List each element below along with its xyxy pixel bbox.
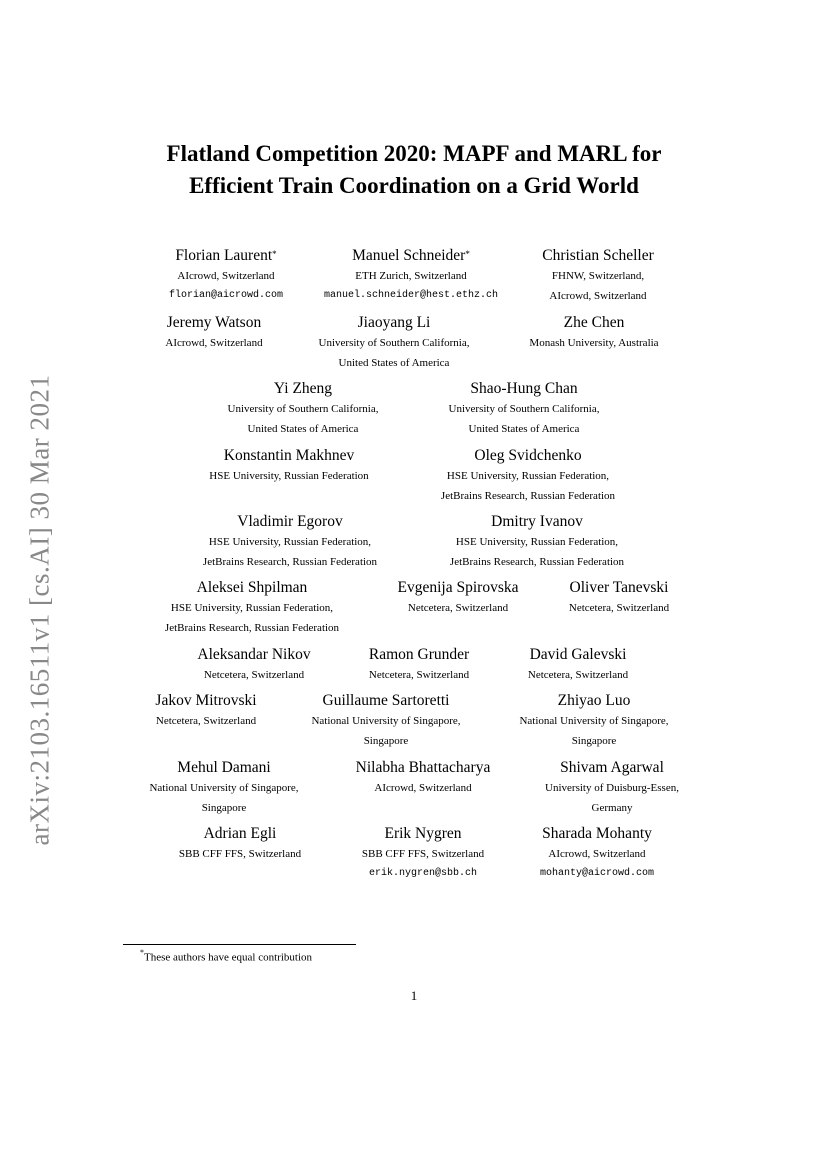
author-name: Adrian Egli <box>203 825 277 842</box>
author-block <box>441 446 615 506</box>
author-affiliation: SBB CFF FFS, Switzerland <box>178 848 302 860</box>
author-email: erik.nygren@sbb.ch <box>368 868 478 879</box>
paper-title <box>100 138 728 202</box>
author-block <box>545 758 679 818</box>
author-name: Dmitry Ivanov <box>491 513 583 530</box>
author-affiliation: HSE University, Russian Federation, <box>170 602 334 614</box>
author-name: Erik Nygren <box>384 825 462 842</box>
author-name: Jakov Mitrovski <box>155 692 257 709</box>
equal-contribution-marker: * <box>465 249 470 259</box>
author-affiliation: Netcetera, Switzerland <box>527 669 629 681</box>
footnote-text: These authors have equal contribution <box>144 951 313 964</box>
author-name: Manuel Schneider <box>352 247 466 264</box>
author-affiliation: FHNW, Switzerland, <box>551 270 645 282</box>
author-block <box>228 379 379 439</box>
author-affiliation: National University of Singapore, <box>149 782 299 794</box>
author-affiliation: United States of America <box>247 423 359 435</box>
author-block <box>197 645 310 685</box>
author-block <box>209 446 368 486</box>
author-affiliation: AIcrowd, Switzerland <box>374 782 472 794</box>
author-name: Konstantin Makhnev <box>223 447 355 464</box>
author-affiliation: University of Southern California, <box>448 403 600 415</box>
author-affiliation: Singapore <box>201 802 247 814</box>
page-number: 1 <box>410 988 418 1003</box>
author-affiliation: HSE University, Russian Federation, <box>446 470 610 482</box>
author-name: Aleksei Shpilman <box>196 579 308 596</box>
author-name: Oleg Svidchenko <box>474 447 582 464</box>
author-name: Oliver Tanevski <box>569 579 669 596</box>
author-name: Nilabha Bhattacharya <box>355 759 491 776</box>
author-block <box>542 246 654 306</box>
author-affiliation: Netcetera, Switzerland <box>568 602 670 614</box>
author-affiliation: HSE University, Russian Federation, <box>208 536 372 548</box>
author-affiliation: Monash University, Australia <box>529 337 659 349</box>
author-affiliation: SBB CFF FFS, Switzerland <box>361 848 485 860</box>
author-name: Shivam Agarwal <box>560 759 664 776</box>
author-name: Florian Laurent <box>175 247 273 264</box>
author-affiliation: University of Southern California, <box>227 403 379 415</box>
author-block <box>450 512 624 572</box>
author-name: Evgenija Spirovska <box>397 579 519 596</box>
footnote-rule <box>123 944 356 945</box>
author-block <box>369 645 469 685</box>
author-affiliation: United States of America <box>338 357 450 369</box>
author-email: manuel.schneider@hest.ethz.ch <box>323 290 499 301</box>
author-block <box>529 313 658 353</box>
author-affiliation: Germany <box>591 802 633 814</box>
author-affiliation: Netcetera, Switzerland <box>368 669 470 681</box>
author-block <box>362 824 484 884</box>
author-name: Zhiyao Luo <box>557 692 631 709</box>
author-name: Jiaoyang Li <box>357 314 431 331</box>
author-name: David Galevski <box>529 646 627 663</box>
author-block <box>165 313 262 353</box>
author-block <box>155 691 256 731</box>
author-affiliation: Netcetera, Switzerland <box>203 669 305 681</box>
arxiv-stamp: arXiv:2103.16511v1 [cs.AI] 30 Mar 2021 <box>24 374 55 846</box>
author-affiliation: AIcrowd, Switzerland <box>548 848 646 860</box>
author-name: Yi Zheng <box>273 380 333 397</box>
author-block <box>165 578 339 638</box>
author-name: Aleksandar Nikov <box>197 646 311 663</box>
author-email: mohanty@aicrowd.com <box>539 868 655 879</box>
author-block <box>528 645 628 685</box>
author-email: florian@aicrowd.com <box>168 290 284 301</box>
author-block <box>398 578 519 618</box>
footnote-marker: * <box>140 948 144 957</box>
author-name: Guillaume Sartoretti <box>322 692 450 709</box>
author-block <box>324 246 498 306</box>
title-line-1: Flatland Competition 2020: MAPF and MARL for <box>166 141 662 166</box>
author-affiliation: JetBrains Research, Russian Federation <box>202 556 378 568</box>
author-block <box>149 758 298 818</box>
author-block <box>169 246 283 306</box>
author-name: Zhe Chen <box>563 314 625 331</box>
author-affiliation: National University of Singapore, <box>519 715 669 727</box>
author-name: Jeremy Watson <box>166 314 262 331</box>
author-affiliation: Singapore <box>571 735 617 747</box>
author-name: Shao-Hung Chan <box>470 380 578 397</box>
author-affiliation: JetBrains Research, Russian Federation <box>164 622 340 634</box>
title-line-2: Efficient Train Coordination on a Grid World <box>189 173 639 198</box>
author-affiliation: Netcetera, Switzerland <box>407 602 509 614</box>
author-block <box>311 691 460 751</box>
author-affiliation: Netcetera, Switzerland <box>155 715 257 727</box>
author-name: Mehul Damani <box>177 759 271 776</box>
author-affiliation: Singapore <box>363 735 409 747</box>
author-affiliation: University of Southern California, <box>318 337 470 349</box>
author-block <box>319 313 470 373</box>
author-affiliation: HSE University, Russian Federation <box>209 470 369 482</box>
author-affiliation: United States of America <box>468 423 580 435</box>
author-block <box>519 691 668 751</box>
author-block <box>540 824 654 884</box>
author-affiliation: AIcrowd, Switzerland <box>165 337 263 349</box>
author-affiliation: National University of Singapore, <box>311 715 461 727</box>
author-name: Vladimir Egorov <box>237 513 343 530</box>
author-block <box>203 512 377 572</box>
author-affiliation: ETH Zurich, Switzerland <box>355 270 467 282</box>
author-name: Ramon Grunder <box>368 646 470 663</box>
author-name: Christian Scheller <box>542 247 654 264</box>
author-block <box>449 379 600 439</box>
author-affiliation: AIcrowd, Switzerland <box>177 270 275 282</box>
footnote <box>140 949 312 964</box>
author-affiliation: HSE University, Russian Federation, <box>455 536 619 548</box>
author-affiliation: JetBrains Research, Russian Federation <box>440 490 616 502</box>
author-name: Sharada Mohanty <box>542 825 652 842</box>
equal-contribution-marker: * <box>272 249 277 259</box>
author-block <box>356 758 491 798</box>
author-block <box>179 824 301 864</box>
author-affiliation: University of Duisburg-Essen, <box>545 782 679 794</box>
author-affiliation: AIcrowd, Switzerland <box>549 290 647 302</box>
author-affiliation: JetBrains Research, Russian Federation <box>449 556 625 568</box>
author-block <box>569 578 669 618</box>
